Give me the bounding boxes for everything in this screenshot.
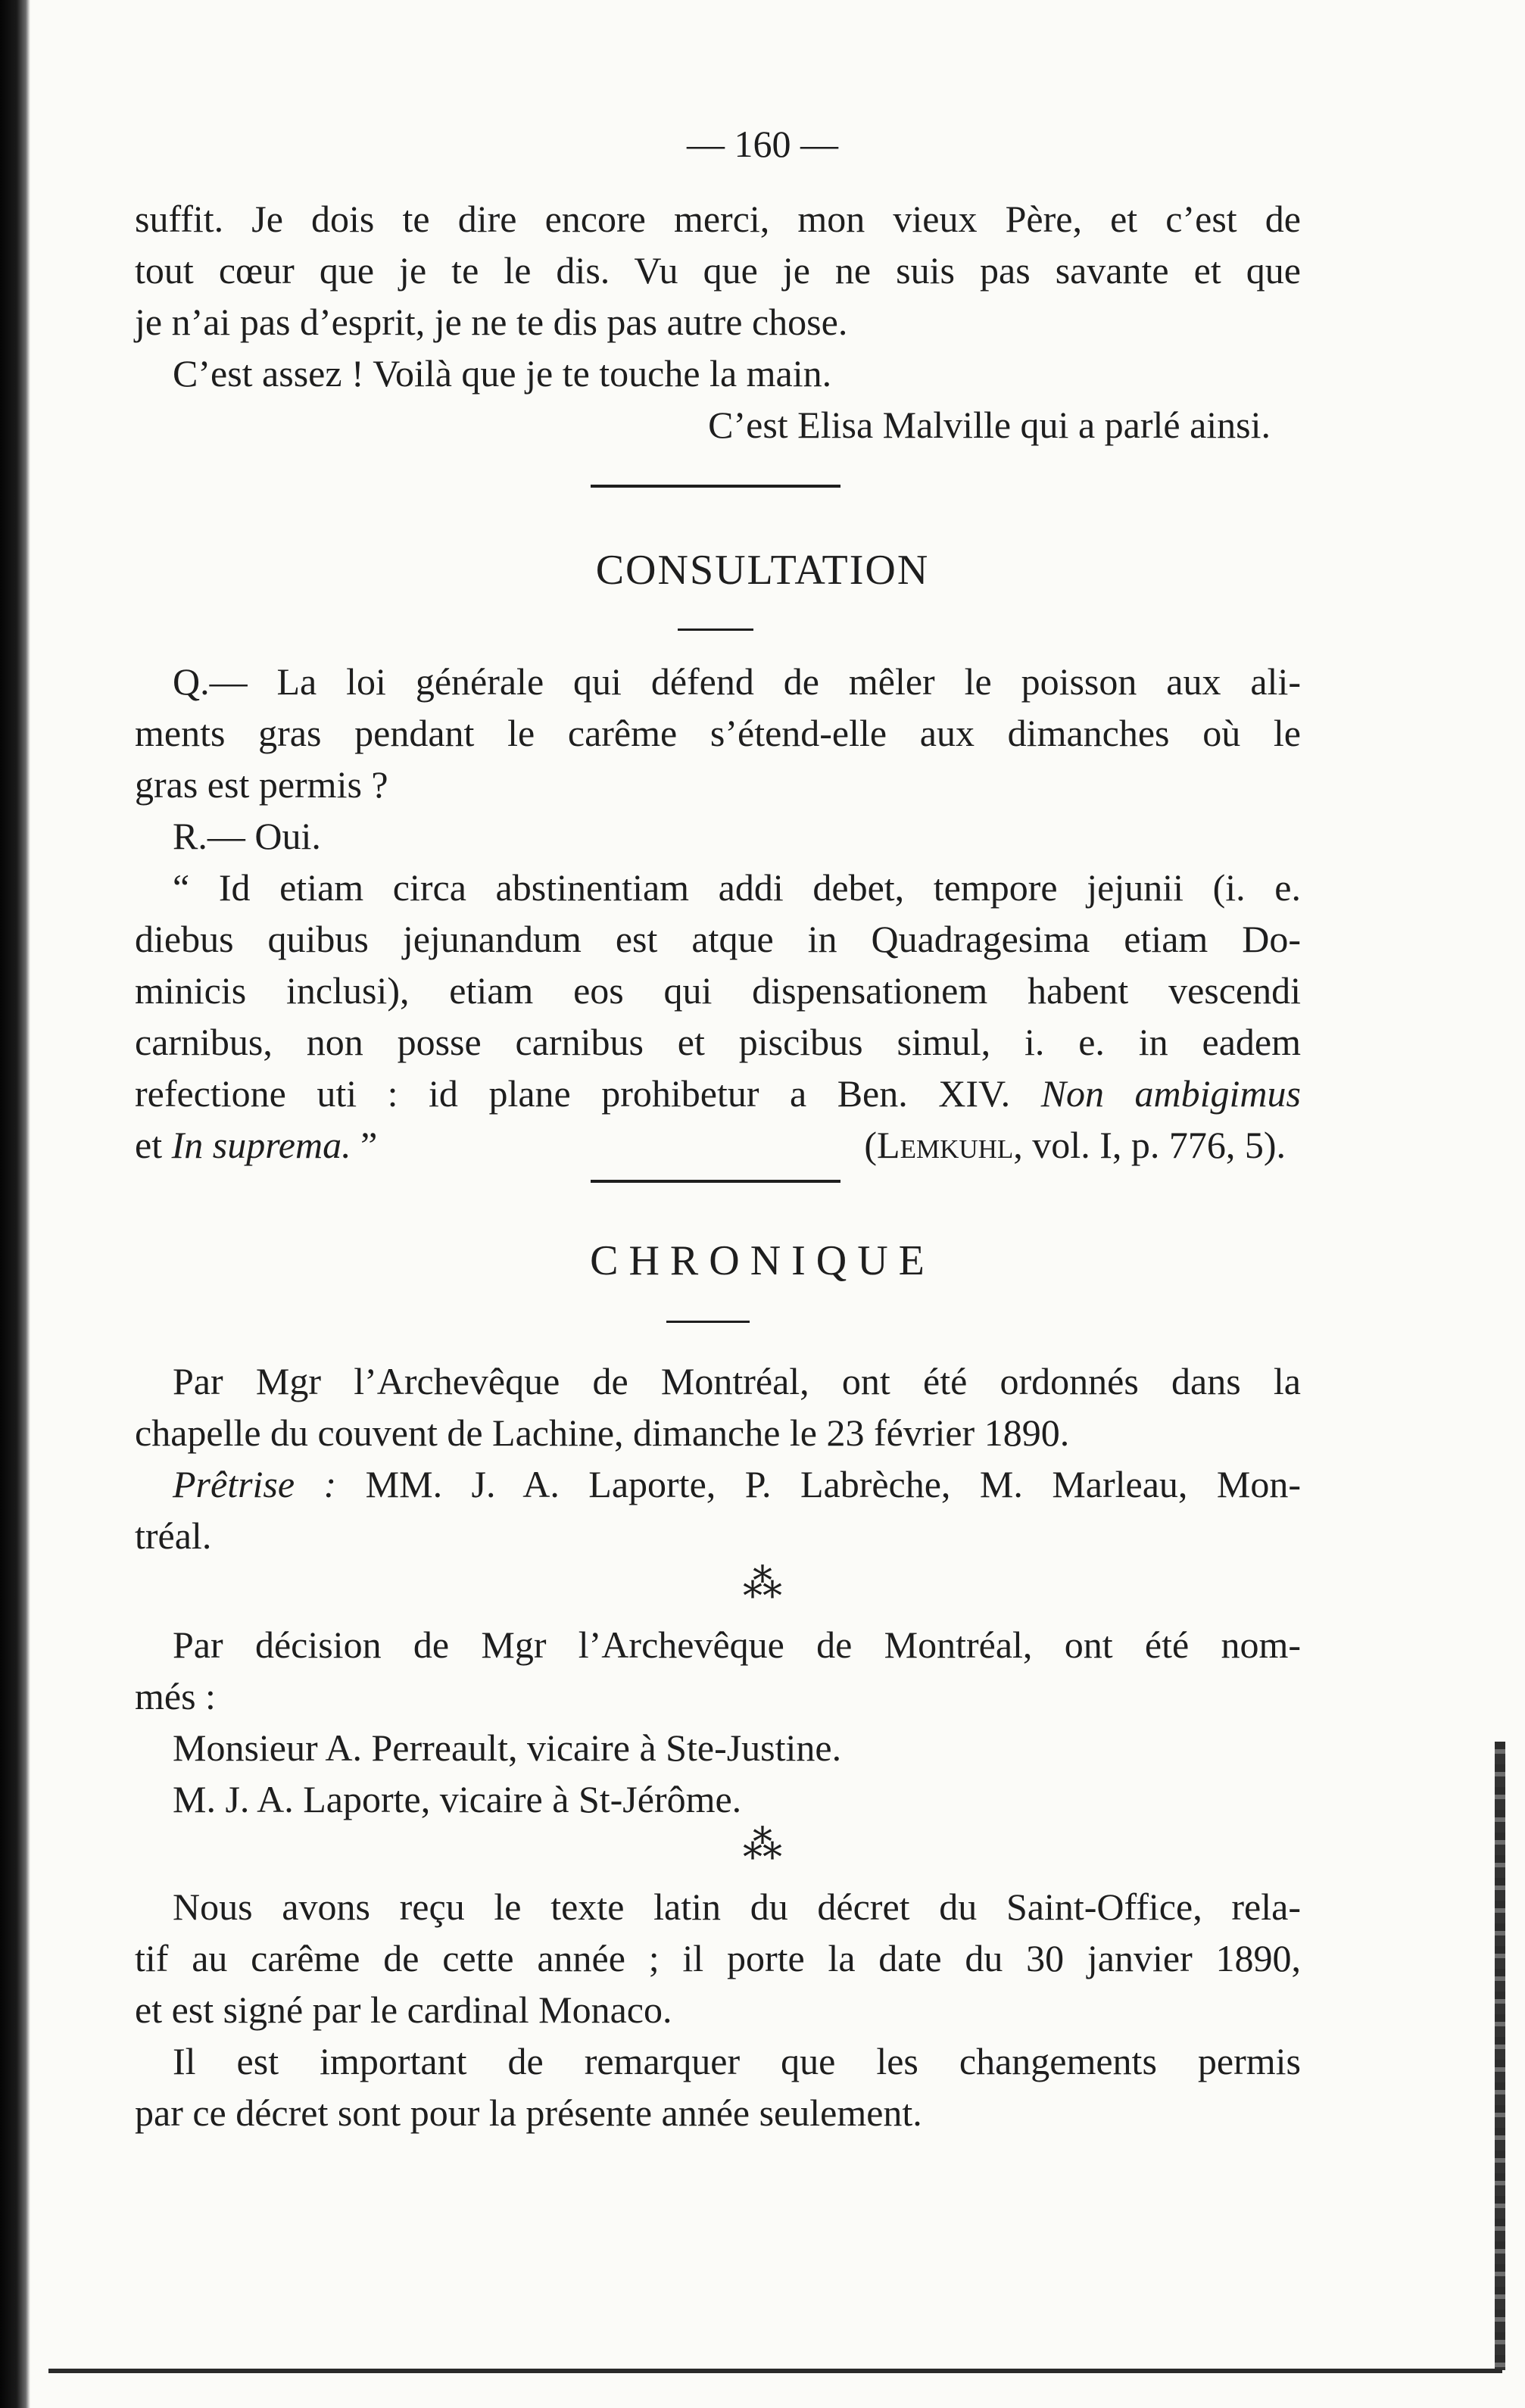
page-bottom-edge: [48, 2369, 1502, 2373]
chronique-heading: CHRONIQUE: [590, 1237, 935, 1284]
quote-close: ”: [351, 1124, 378, 1166]
quote-line: “ Id etiam circa abstinentiam addi debet, tempore jejunii (i. e.: [173, 866, 1301, 909]
ordination-line: Par Mgr l’Archevêque de Montréal, ont été ordonnés dans la: [173, 1360, 1301, 1402]
quote-line: carnibus, non posse carnibus et piscibus simul, i. e. in eadem: [135, 1021, 1301, 1063]
heading-underline: [666, 1321, 750, 1323]
quote-text: et: [135, 1124, 163, 1166]
letter-line: suffit. Je dois te dire encore merci, mon vieux Père, et c’est de: [135, 198, 1301, 240]
quote-line: minicis inclusi), etiam eos qui dispensationem habent vescendi: [135, 969, 1301, 1012]
letter-end: [135, 193, 1301, 451]
quote-italic: In suprema.: [171, 1124, 351, 1166]
consultation-heading: CONSULTATION: [595, 547, 930, 594]
question-line: ments gras pendant le carême s’étend-elle aux dimanches où le: [135, 712, 1301, 754]
chronique-ordination: [135, 1355, 1301, 1561]
question-line: Q.— La loi générale qui défend de mêler le poisson aux ali-: [173, 660, 1301, 703]
page-number: — 160 —: [687, 123, 838, 165]
reference-author: Lemkuhl: [877, 1124, 1014, 1166]
asterism-separator: ⁂: [743, 1824, 782, 1867]
closing-line: Il est important de remarquer que les changements permis: [173, 2040, 1301, 2082]
pretrise-names: MM. J. A. Laporte, P. Labrèche, M. Marleau, Mon-: [336, 1463, 1301, 1505]
asterism-separator: ⁂: [743, 1563, 782, 1606]
letter-line: tout cœur que je te le dis. Vu que je ne suis pas savante et que: [135, 249, 1301, 292]
nomination-line: Par décision de Mgr l’Archevêque de Montréal, ont été nom-: [173, 1624, 1301, 1666]
pretrise-line: [135, 1458, 1301, 1510]
nomination-line: M. J. A. Laporte, vicaire à St-Jérôme.: [173, 1778, 742, 1820]
quote-line: diebus quibus jejunandum est atque in Quadragesima etiam Do-: [135, 918, 1301, 960]
chronique-nominations: [135, 1619, 1301, 1825]
letter-line: C’est assez ! Voilà que je te touche la main.: [173, 352, 832, 395]
decree-line: Nous avons reçu le texte latin du décret du Saint-Office, rela-: [173, 1886, 1301, 1928]
closing-line: par ce décret sont pour la présente année seulement.: [135, 2091, 922, 2134]
section-divider: [591, 1180, 840, 1183]
quote-line: [135, 1119, 1301, 1171]
quote-line: [135, 1068, 1301, 1119]
chronique-decree: [135, 1881, 1301, 2138]
section-divider: [591, 485, 840, 488]
letter-line: je n’ai pas d’esprit, je ne te dis pas autre chose.: [135, 301, 848, 343]
decree-line: tif au carême de cette année ; il porte la date du 30 janvier 1890,: [135, 1937, 1301, 1979]
nomination-line: més :: [135, 1675, 216, 1717]
letter-signature: C’est Elisa Malville qui a parlé ainsi.: [708, 404, 1271, 446]
decree-line: et est signé par le cardinal Monaco.: [135, 1988, 672, 2031]
pretrise-label: Prêtrise :: [173, 1463, 337, 1505]
book-binding-edge: [0, 0, 30, 2408]
quote-reference: (Lemkuhl, vol. I, p. 776, 5).: [864, 1124, 1286, 1166]
quote-italic: Non ambigimus: [1040, 1072, 1301, 1115]
ordination-line: chapelle du couvent de Lachine, dimanche le 23 février 1890.: [135, 1411, 1070, 1454]
heading-underline: [678, 629, 753, 631]
question-line: gras est permis ?: [135, 763, 388, 806]
nomination-line: Monsieur A. Perreault, vicaire à Ste-Justine.: [173, 1726, 842, 1769]
consultation-body: [135, 656, 1301, 1171]
quote-text: refectione uti : id plane prohibetur a Ben. XIV.: [135, 1072, 1011, 1115]
answer-line: R.— Oui.: [173, 815, 321, 857]
pretrise-line: tréal.: [135, 1514, 212, 1557]
